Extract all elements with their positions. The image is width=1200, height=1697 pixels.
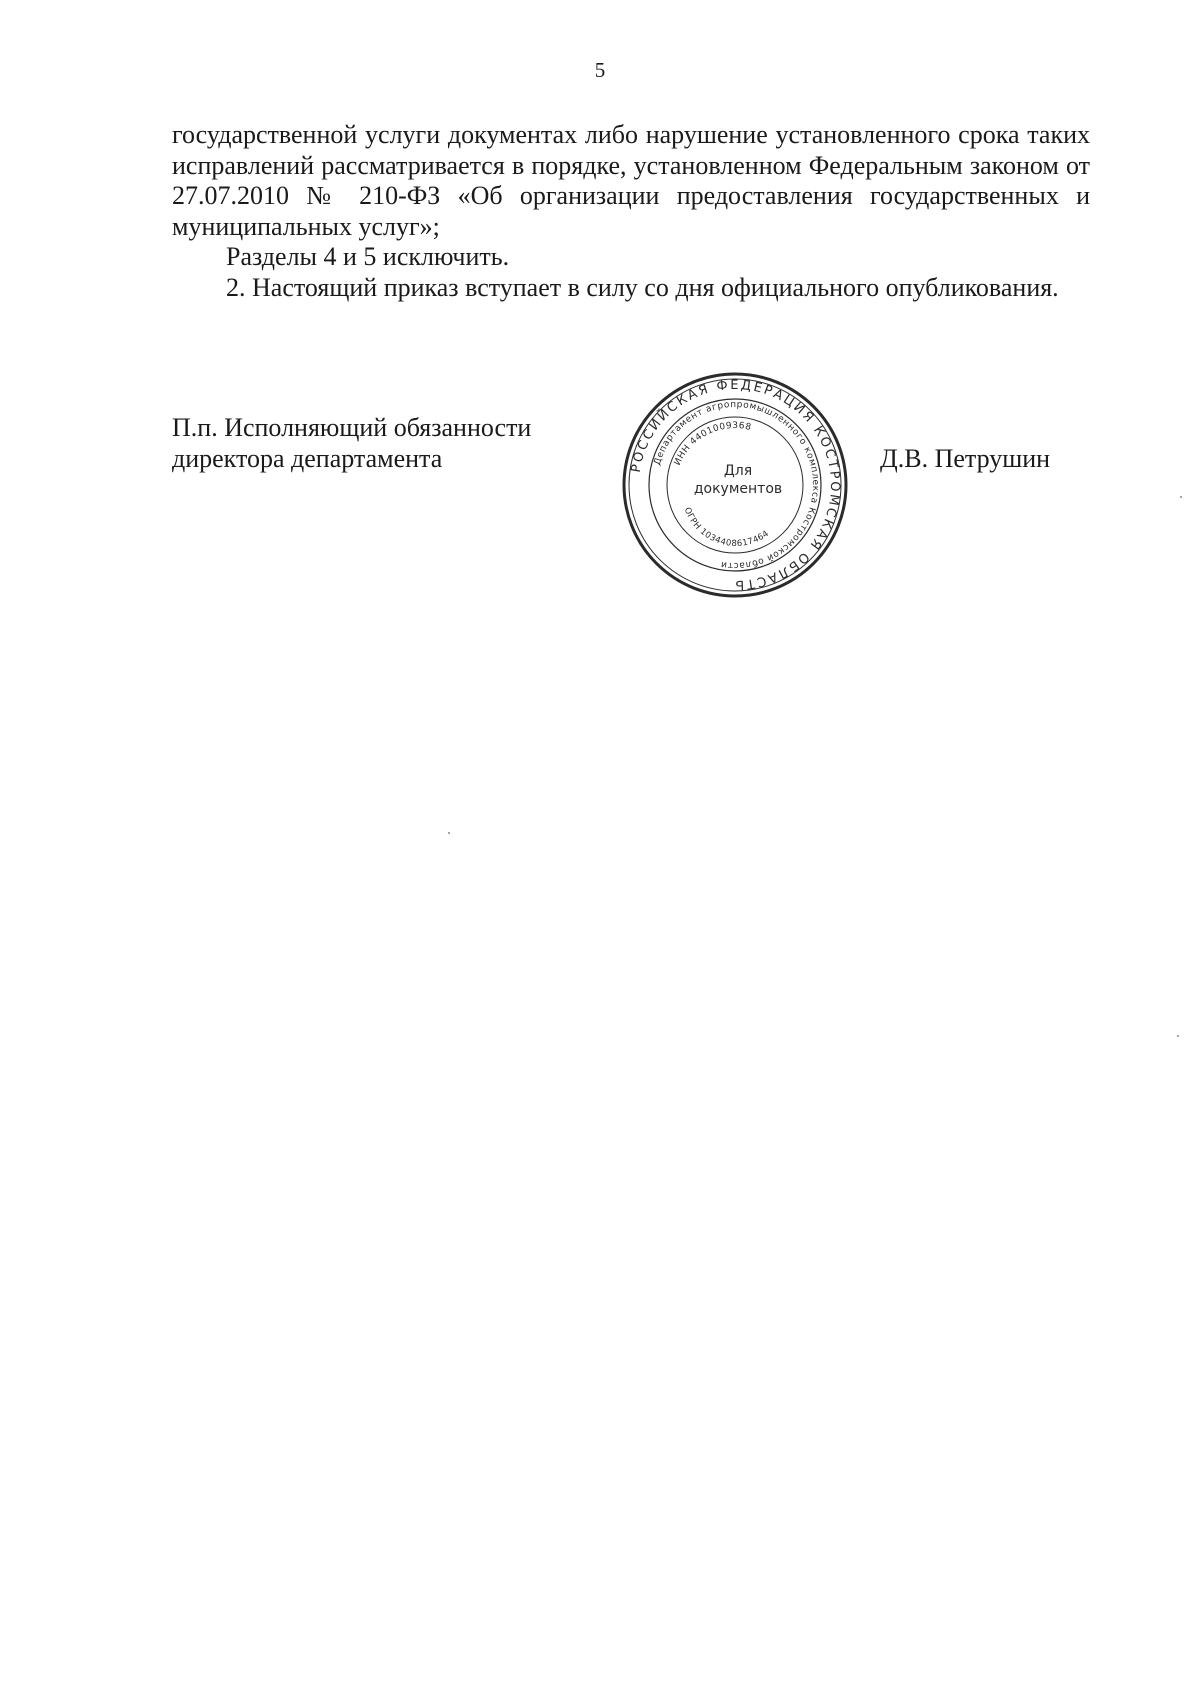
seal-middle-text: Департамент агропромышленного комплекса Костромской области [652,399,821,571]
scan-speck [1177,1035,1179,1037]
scan-speck [1180,496,1182,498]
body-paragraph-effective-date: 2. Настоящий приказ вступает в силу со дня официального опубликования. [226,272,1059,302]
seal-center-line-1: Для [723,463,753,479]
signer-position-line-2: директора департамента [172,444,443,473]
body-paragraph-sections: Разделы 4 и 5 исключить. [226,242,510,271]
official-seal [620,370,850,600]
seal-outer-text: РОССИЙСКАЯ ФЕДЕРАЦИЯ КОСТРОМСКАЯ ОБЛАСТЬ [628,377,843,593]
seal-inn-text: ИНН 4401009368 [672,420,753,468]
signer-name: Д.В. Петрушин [880,444,1051,473]
signer-position-line-1: П.п. Исполняющий обязанности [172,413,532,442]
document-body [172,120,1090,303]
seal-center-line-2: документов [693,481,783,497]
page-number: 5 [594,58,606,82]
signer-position [172,412,531,474]
seal-ogrn-text: ОГРН 1034408617464 [681,506,772,550]
body-paragraph-continuation: государственной услуги документах либо нарушение установленного срока таких исправлений рассматривается в порядке, установленном Федеральным законом от 27.07.2010 № 210-ФЗ «Об организации предоставления государственных и муниципальных услуг»; [172,120,1090,241]
official-seal-graphic [620,370,850,600]
scan-speck [448,832,450,834]
